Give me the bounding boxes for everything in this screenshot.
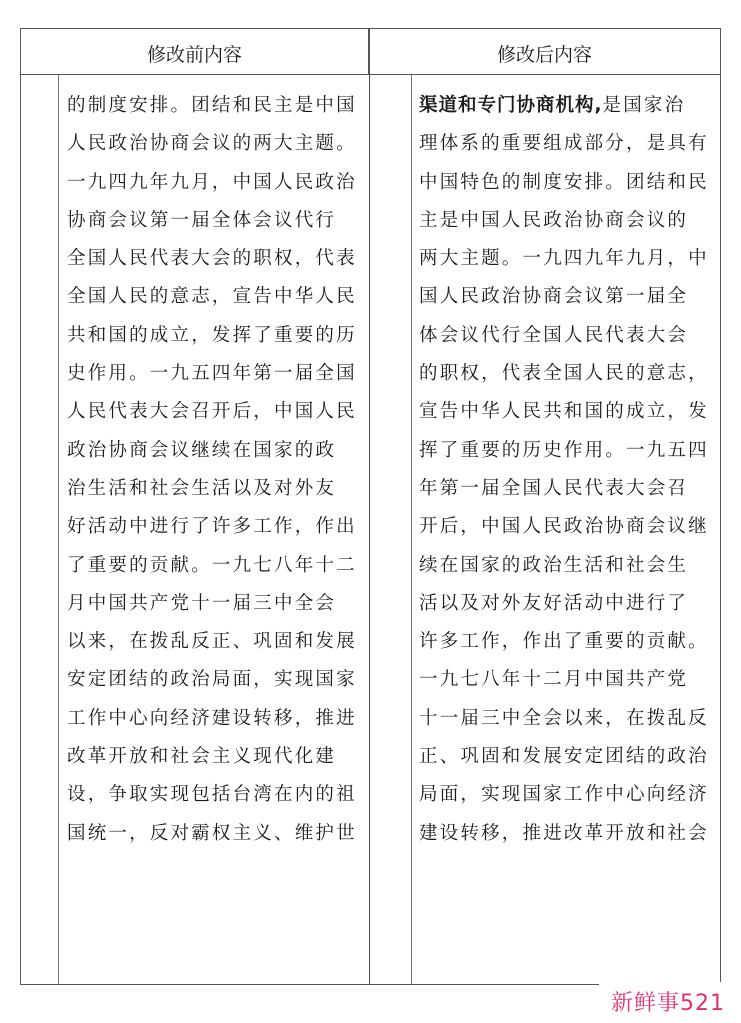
text-line: 好活动中进行了许多工作，作出 xyxy=(67,516,357,538)
text-line: 设，争取实现包括台湾在内的祖 xyxy=(67,784,357,806)
left-inner-divider xyxy=(58,75,59,984)
text-line: 挥了重要的历史作用。一九五四 xyxy=(419,439,709,461)
text-line: 协商会议第一届全体会议代行 xyxy=(67,209,337,231)
text-line: 局面，实现国家工作中心向经济 xyxy=(419,784,709,806)
text-line: 改革开放和社会主义现代化建 xyxy=(67,746,337,768)
bold-added-text: 渠道和专门协商机构, xyxy=(419,95,603,116)
text-line: 人民政治协商会议的两大主题。 xyxy=(67,133,357,155)
text-line: 全国人民代表大会的职权，代表 xyxy=(67,248,357,270)
text-line-first xyxy=(419,87,709,125)
text-line: 国统一，反对霸权主义、维护世 xyxy=(67,822,357,844)
text-line: 建设转移，推进改革开放和社会 xyxy=(419,822,709,844)
text-line: 许多工作，作出了重要的贡献。 xyxy=(419,631,709,653)
text-line: 全国人民的意志，宣告中华人民 xyxy=(67,286,357,308)
text-line: 共和国的成立，发挥了重要的历 xyxy=(67,324,357,346)
text-line: 理体系的重要组成部分，是具有 xyxy=(419,133,709,155)
text-line: 治生活和社会生活以及对外友 xyxy=(67,477,337,499)
text-line: 史作用。一九五四年第一届全国 xyxy=(67,363,357,385)
text-segment: 是国家治 xyxy=(602,95,686,116)
text-line: 开后，中国人民政治协商会议继 xyxy=(419,516,709,538)
after-revision-text xyxy=(419,87,709,853)
text-line: 政治协商会议继续在国家的政 xyxy=(67,439,337,461)
text-line: 续在国家的政治生活和社会生 xyxy=(419,554,689,576)
watermark: 新鲜事521 xyxy=(599,982,729,1019)
header-after-revision: 修改后内容 xyxy=(496,44,592,66)
comparison-table xyxy=(20,28,721,985)
text-line: 十一届三中全会以来，在拨乱反 xyxy=(419,707,709,729)
text-line: 年第一届全国人民代表大会召 xyxy=(419,477,689,499)
text-line: 活以及对外友好活动中进行了 xyxy=(419,592,689,614)
text-line: 国人民政治协商会议第一届全 xyxy=(419,286,689,308)
text-line: 工作中心向经济建设转移，推进 xyxy=(67,707,357,729)
text-line: 一九七八年十二月中国共产党 xyxy=(419,669,689,691)
column-divider xyxy=(369,29,370,984)
text-line: 主是中国人民政治协商会议的 xyxy=(419,209,689,231)
text-line: 月中国共产党十一届三中全会 xyxy=(67,592,337,614)
text-line: 了重要的贡献。一九七八年十二 xyxy=(67,554,357,576)
text-line: 安定团结的政治局面，实现国家 xyxy=(67,669,357,691)
header-before-revision: 修改前内容 xyxy=(21,29,369,74)
text-line: 两大主题。一九四九年九月，中 xyxy=(419,248,709,270)
text-line: 一九四九年九月，中国人民政治 xyxy=(67,171,357,193)
before-revision-text xyxy=(67,87,357,853)
text-line: 以来，在拨乱反正、巩固和发展 xyxy=(67,631,357,653)
text-line: 的制度安排。团结和民主是中国 xyxy=(67,95,357,116)
table-header-row xyxy=(21,29,720,75)
text-line: 正、巩固和发展安定团结的政治 xyxy=(419,746,709,768)
text-line: 体会议代行全国人民代表大会 xyxy=(419,324,689,346)
right-inner-divider xyxy=(411,75,412,984)
text-line: 中国特色的制度安排。团结和民 xyxy=(419,171,709,193)
text-line: 人民代表大会召开后，中国人民 xyxy=(67,401,357,423)
text-line: 的职权，代表全国人民的意志， xyxy=(419,363,709,385)
text-line: 宣告中华人民共和国的成立，发 xyxy=(419,401,709,423)
